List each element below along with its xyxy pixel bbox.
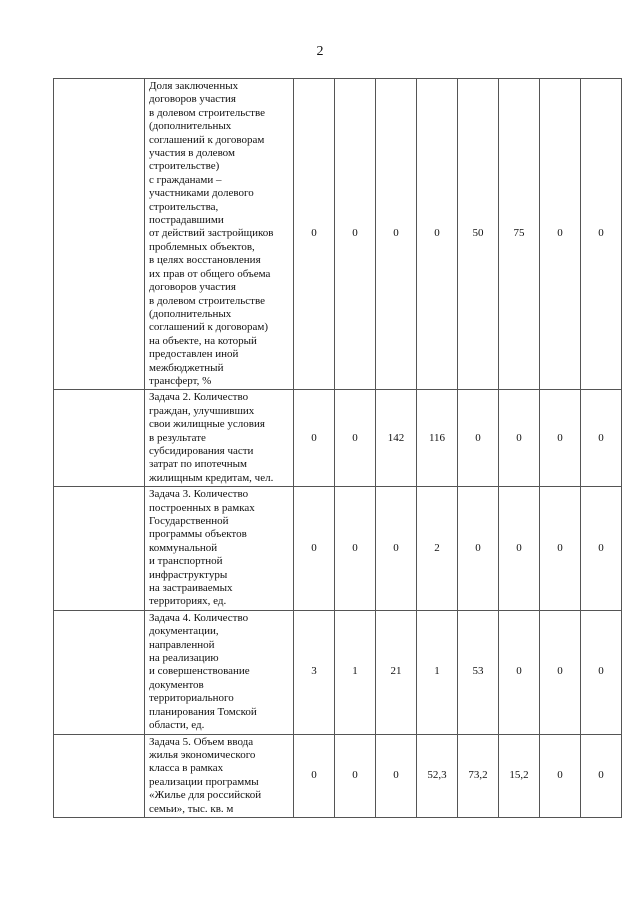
value-cell: 0 xyxy=(376,487,417,611)
value-cell: 3 xyxy=(294,610,335,734)
value-cell: 0 xyxy=(335,79,376,390)
value-cell: 0 xyxy=(540,79,581,390)
value-cell: 0 xyxy=(458,487,499,611)
value-cell: 0 xyxy=(581,487,622,611)
value-cell: 73,2 xyxy=(458,734,499,817)
indicator-description: Задача 2. Количество граждан, улучшивших свои жилищные условия в результате субсидирования части затрат по ипотечным жилищным кредитам, чел. xyxy=(145,390,294,487)
indicator-description: Задача 4. Количество документации, направленной на реализацию и совершенствование документов территориального планирования Томской области, ед. xyxy=(145,610,294,734)
value-cell: 0 xyxy=(294,487,335,611)
value-cell: 0 xyxy=(294,79,335,390)
empty-cell xyxy=(54,79,145,390)
value-cell: 0 xyxy=(335,390,376,487)
value-cell: 0 xyxy=(294,734,335,817)
value-cell: 0 xyxy=(376,734,417,817)
value-cell: 75 xyxy=(499,79,540,390)
table-row xyxy=(54,610,622,734)
table-row xyxy=(54,79,622,390)
value-cell: 0 xyxy=(540,487,581,611)
value-cell: 0 xyxy=(499,390,540,487)
value-cell: 15,2 xyxy=(499,734,540,817)
value-cell: 0 xyxy=(581,734,622,817)
empty-cell xyxy=(54,487,145,611)
value-cell: 142 xyxy=(376,390,417,487)
value-cell: 0 xyxy=(335,734,376,817)
value-cell: 53 xyxy=(458,610,499,734)
value-cell: 0 xyxy=(294,390,335,487)
value-cell: 116 xyxy=(417,390,458,487)
value-cell: 0 xyxy=(499,610,540,734)
value-cell: 50 xyxy=(458,79,499,390)
empty-cell xyxy=(54,610,145,734)
value-cell: 0 xyxy=(376,79,417,390)
value-cell: 0 xyxy=(417,79,458,390)
value-cell: 0 xyxy=(540,390,581,487)
empty-cell xyxy=(54,390,145,487)
value-cell: 0 xyxy=(458,390,499,487)
table-row xyxy=(54,487,622,611)
value-cell: 0 xyxy=(581,79,622,390)
value-cell: 0 xyxy=(540,610,581,734)
page-number: 2 xyxy=(316,44,324,59)
value-cell: 52,3 xyxy=(417,734,458,817)
indicator-description: Доля заключенных договоров участия в долевом строительстве (дополнительных соглашений к договорам участия в долевом строительстве) с гражданами – участниками долевого строительства, пострадавшими от действий застройщиков проблемных объектов, в целях восстановления их прав от общего объема договоров участия в долевом строительстве (дополнительных соглашений к договорам) на объекте, на который предоставлен иной межбюджетный трансферт, % xyxy=(145,79,294,390)
value-cell: 1 xyxy=(417,610,458,734)
table-row xyxy=(54,734,622,817)
empty-cell xyxy=(54,734,145,817)
value-cell: 21 xyxy=(376,610,417,734)
value-cell: 0 xyxy=(581,610,622,734)
table-row xyxy=(54,390,622,487)
value-cell: 1 xyxy=(335,610,376,734)
value-cell: 0 xyxy=(540,734,581,817)
value-cell: 0 xyxy=(335,487,376,611)
value-cell: 0 xyxy=(581,390,622,487)
indicators-table xyxy=(53,78,622,818)
indicator-description: Задача 5. Объем ввода жилья экономического класса в рамках реализации программы «Жилье для российской семьи», тыс. кв. м xyxy=(145,734,294,817)
value-cell: 2 xyxy=(417,487,458,611)
value-cell: 0 xyxy=(499,487,540,611)
indicator-description: Задача 3. Количество построенных в рамках Государственной программы объектов коммунальной и транспортной инфраструктуры на застраиваемых территориях, ед. xyxy=(145,487,294,611)
